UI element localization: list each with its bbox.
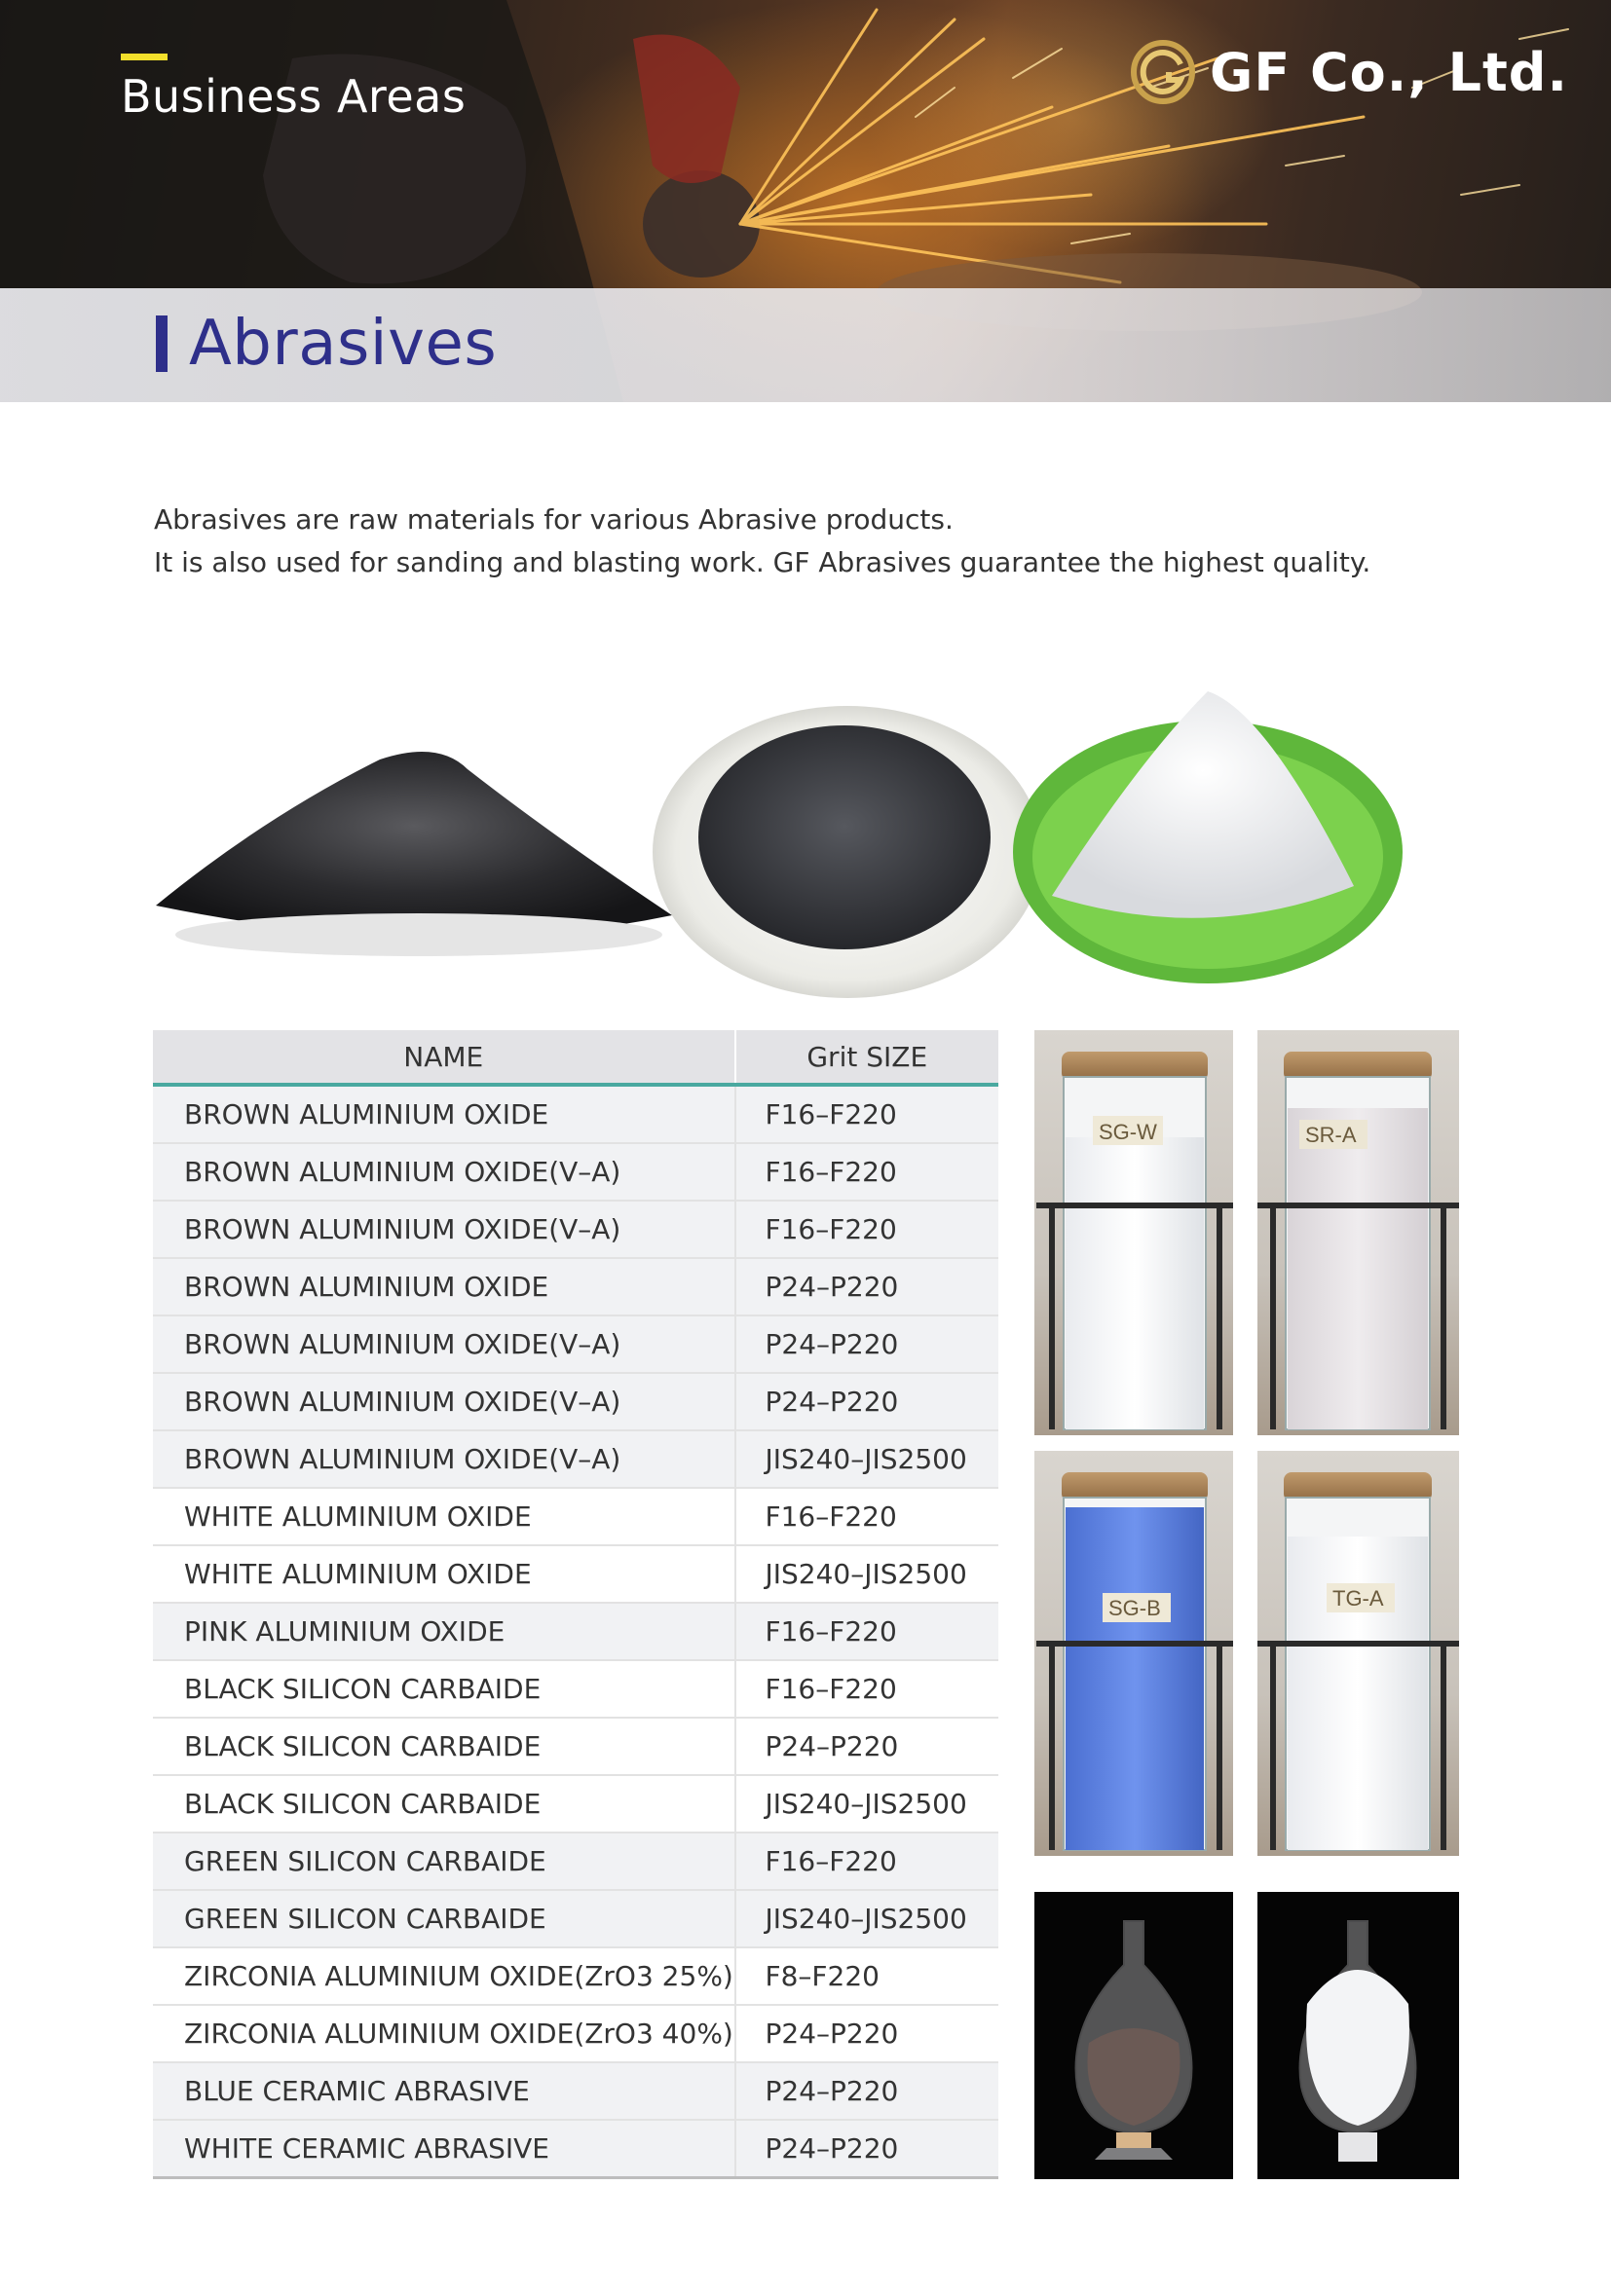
intro-line-2: It is also used for sanding and blasting work. GF Abrasives guarantee the highest quality. [154,546,1371,578]
table-row [153,1258,998,1315]
flask-white-sample [1257,1892,1459,2179]
section-accent-dash [121,54,168,60]
jar-sr-a [1257,1030,1459,1435]
row-name: BROWN ALUMINIUM OXIDE(V–A) [153,1143,735,1201]
section-label: Business Areas [121,70,467,123]
row-grit: F16–F220 [735,1833,999,1890]
row-grit: JIS240–JIS2500 [735,1545,999,1603]
row-grit: P24–P220 [735,1258,999,1315]
header-banner [0,0,1611,402]
company-name [1210,42,1568,103]
row-name: BROWN ALUMINIUM OXIDE [153,1258,735,1315]
table-row [153,1143,998,1201]
row-name: BROWN ALUMINIUM OXIDE(V–A) [153,1373,735,1430]
table-row [153,1430,998,1488]
black-grit-pile [156,752,672,956]
abrasive-samples-image [146,672,1471,1003]
jar-sg-w [1034,1030,1233,1435]
row-grit: JIS240–JIS2500 [735,1430,999,1488]
row-grit: F16–F220 [735,1603,999,1660]
row-name: PINK ALUMINIUM OXIDE [153,1603,735,1660]
table-row [153,1545,998,1603]
company-mark: GF [1210,41,1292,103]
jar-label-tg-a: TG-A [1332,1586,1384,1611]
jar-label-sg-w: SG-W [1099,1120,1157,1144]
plate-with-grit [653,706,1042,998]
row-grit: F8–F220 [735,1947,999,2005]
flask-brown-sample [1034,1892,1233,2179]
row-name: ZIRCONIA ALUMINIUM OXIDE(ZrO3 25%) [153,1947,735,2005]
grit-size-table [153,1030,998,2179]
green-plate-white-abrasive [1013,691,1403,983]
table-row [153,1373,998,1430]
sample-jars-image [1034,1030,1459,2179]
table-row [153,1718,998,1775]
table-row [153,2120,998,2178]
row-grit: F16–F220 [735,1660,999,1718]
row-name: GREEN SILICON CARBAIDE [153,1890,735,1947]
row-name: ZIRCONIA ALUMINIUM OXIDE(ZrO3 40%) [153,2005,735,2062]
company-logo [1130,39,1568,105]
row-grit: F16–F220 [735,1201,999,1258]
table-row [153,1775,998,1833]
table-header-row [153,1030,998,1085]
page-title [156,297,497,390]
intro-text [154,499,1370,584]
column-header-name: NAME [153,1030,735,1085]
page-title-text: Abrasives [189,308,498,380]
company-suffix: Co., Ltd. [1310,41,1568,103]
table-row [153,1085,998,1143]
table-row [153,1488,998,1545]
table-row [153,2005,998,2062]
row-name: BLUE CERAMIC ABRASIVE [153,2062,735,2120]
row-name: BLACK SILICON CARBAIDE [153,1660,735,1718]
row-grit: P24–P220 [735,2062,999,2120]
jar-sg-b [1034,1451,1233,1856]
row-name: WHITE ALUMINIUM OXIDE [153,1488,735,1545]
row-grit: P24–P220 [735,2005,999,2062]
table-row [153,1603,998,1660]
intro-line-1: Abrasives are raw materials for various Abrasive products. [154,503,954,536]
jar-label-sg-b: SG-B [1108,1596,1161,1620]
row-name: BLACK SILICON CARBAIDE [153,1718,735,1775]
row-name: BROWN ALUMINIUM OXIDE [153,1085,735,1143]
jar-label-sr-a: SR-A [1305,1123,1357,1147]
row-grit: P24–P220 [735,1315,999,1373]
row-name: WHITE CERAMIC ABRASIVE [153,2120,735,2178]
row-name: BLACK SILICON CARBAIDE [153,1775,735,1833]
row-name: WHITE ALUMINIUM OXIDE [153,1545,735,1603]
jar-tg-a [1257,1451,1459,1856]
row-grit: P24–P220 [735,1373,999,1430]
row-grit: P24–P220 [735,1718,999,1775]
row-grit: F16–F220 [735,1143,999,1201]
table-row [153,1890,998,1947]
table-row [153,1315,998,1373]
table-row [153,1201,998,1258]
table-row [153,1660,998,1718]
row-grit: P24–P220 [735,2120,999,2178]
row-name: BROWN ALUMINIUM OXIDE(V–A) [153,1315,735,1373]
row-name: BROWN ALUMINIUM OXIDE(V–A) [153,1201,735,1258]
row-grit: JIS240–JIS2500 [735,1890,999,1947]
row-grit: F16–F220 [735,1488,999,1545]
row-name: GREEN SILICON CARBAIDE [153,1833,735,1890]
table-row [153,1833,998,1890]
column-header-grit: Grit SIZE [735,1030,999,1085]
title-marker [156,315,168,372]
gf-logo-icon [1130,39,1196,105]
row-grit: F16–F220 [735,1085,999,1143]
row-grit: JIS240–JIS2500 [735,1775,999,1833]
table-row [153,2062,998,2120]
table-row [153,1947,998,2005]
row-name: BROWN ALUMINIUM OXIDE(V–A) [153,1430,735,1488]
